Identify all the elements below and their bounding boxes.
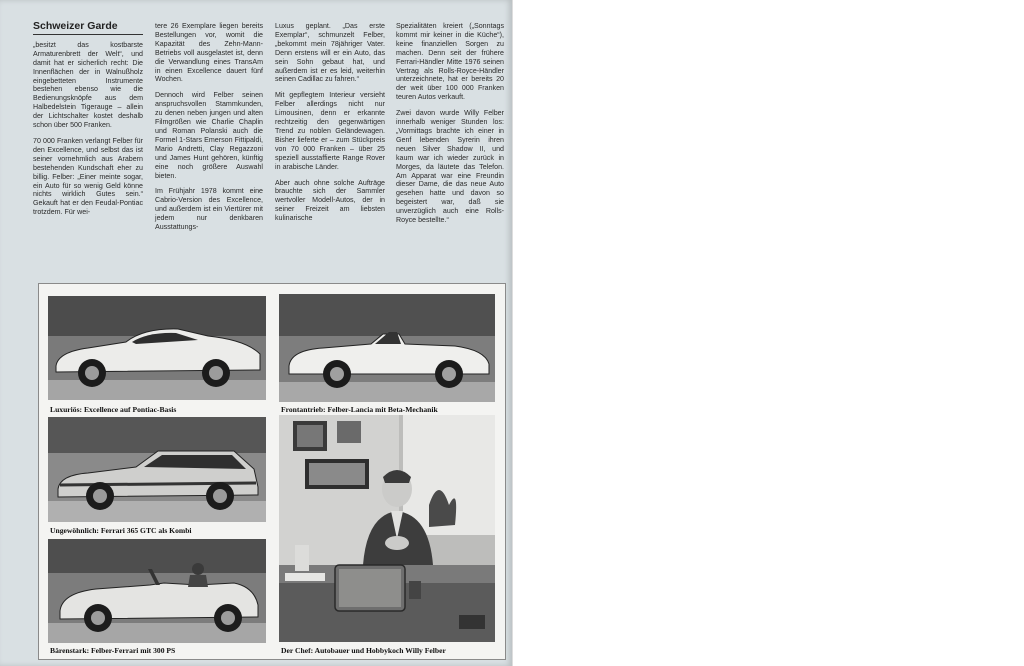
estate-car-image	[48, 417, 266, 522]
paragraph: Mit gepflegtem Interieur versieht Felber allerdings nicht nur Limousinen, denn er erkannte rechtzeitig den gegenwärtigen Trend zu noblen Geländewagen. Bisher lieferte er – zum Stückpreis von 70 000 Franken – über 25 speziell ausstaffierte Range Rover in arabische Länder.	[275, 91, 385, 171]
paragraph: Aber auch ohne solche Aufträge brauchte sich der Sammler wertvoller Modell-Autos, der in seiner Freizeit am liebsten kulinarische	[275, 178, 385, 223]
photo-willy-felber-office	[279, 415, 495, 642]
convertible-car-image	[279, 294, 495, 402]
text-column-2	[155, 22, 263, 239]
blank-right-page	[512, 0, 1024, 666]
coupe-car-image	[48, 296, 266, 400]
paragraph: „besitzt das kostbarste Armaturenbrett der Welt“, und damit hat er sicherlich recht: Die Innenflächen der in Walnußholz eingebetteten Instrumente bestehen ebenso wie die Bedienungsknöpfe aus dem Halbedelstein Tigerauge – allein der Lichtschalter kostet deshalb schon über 500 Franken.	[33, 40, 143, 130]
paragraph: Dennoch wird Felber seinen anspruchsvollen Stammkunden, zu denen neben jungen und alten Filmgrößen wie Charlie Chaplin und Roman Polanski auch die Formel 1-Stars Emerson Fittipaldi, Mario Andretti, Clay Regazzoni und James Hunt gehören, künftig eine noch größere Auswahl bieten.	[155, 91, 263, 180]
office-portrait-image	[279, 415, 495, 642]
paragraph: Im Frühjahr 1978 kommt eine Cabrio-Version des Excellence, und außerdem ist ein Viertürer mit jedem nur denkbaren Ausstattungs-	[155, 187, 263, 232]
text-column-1	[33, 22, 143, 224]
paragraph: Zwei davon wurde Willy Felber innerhalb weniger Stunden los: „Vormittags brachte ich einer in Genf lebenden Syrerin ihren neuen Silver Shadow II, und kaum war ich wieder zurück in Morges, da läutete das Telefon. Am Apparat war eine Freundin dieser Dame, die das neue Auto gesehen hatte und davon so begeistert war, daß sie unverzüglich auch eine Rolls-Royce bestellte.“	[396, 109, 504, 225]
photo-ferrari-kombi	[48, 417, 266, 522]
paragraph: Luxus geplant. „Das erste Exemplar“, schmunzelt Felber, „bekommt mein 78jähriger Vater. Denn erstens will er ein Auto, das sein Sohn gebaut hat, und außerdem ist er es leid, weiterhin seinen Cadillac zu fahren.“	[275, 22, 385, 84]
caption-photo-1: Luxuriös: Excellence auf Pontiac-Basis	[50, 405, 177, 414]
caption-photo-3: Ungewöhnlich: Ferrari 365 GTC als Kombi	[50, 526, 192, 535]
photo-pontiac-excellence	[48, 296, 266, 400]
caption-photo-5: Der Chef: Autobauer und Hobbykoch Willy Felber	[281, 646, 446, 655]
text-column-4	[396, 22, 504, 232]
caption-photo-2: Frontantrieb: Felber-Lancia mit Beta-Mechanik	[281, 405, 438, 414]
photo-panel	[38, 283, 506, 660]
roadster-car-image	[48, 539, 266, 643]
paragraph: tere 26 Exemplare liegen bereits Bestellungen vor, womit die Kapazität des Zehn-Mann-Betriebs voll ausgelastet ist, denn die Verwandlung eines TransAm in einen Excellence dauert fünf Wochen.	[155, 22, 263, 84]
text-column-3	[275, 22, 385, 230]
caption-photo-4: Bärenstark: Felber-Ferrari mit 300 PS	[50, 646, 176, 655]
paragraph: 70 000 Franken verlangt Felber für den Excellence, und selbst das ist seiner vornehmlich aus Arabern bestehenden Kundschaft eher zu billig. Felber: „Einer meinte sogar, ein Auto für so wenig Geld könne nichts wirklich Gutes sein.“ Gekauft hat er den Feudal-Pontiac trotzdem. Für wei-	[33, 136, 143, 217]
photo-felber-ferrari	[48, 539, 266, 643]
article-heading: Schweizer Garde	[33, 22, 143, 35]
paragraph: Spezialitäten kreiert („Sonntags kommt mir keiner in die Küche“), keine finanziellen Sorgen zu machen. Denn seit der frühere Ferrari-Händler Mitte 1976 seinen Vertrag als Rolls-Royce-Händler unterzeichnete, hat er bereits 20 der weit über 100 000 Franken teuren Autos verkauft.	[396, 22, 504, 102]
photo-felber-lancia	[279, 294, 495, 402]
